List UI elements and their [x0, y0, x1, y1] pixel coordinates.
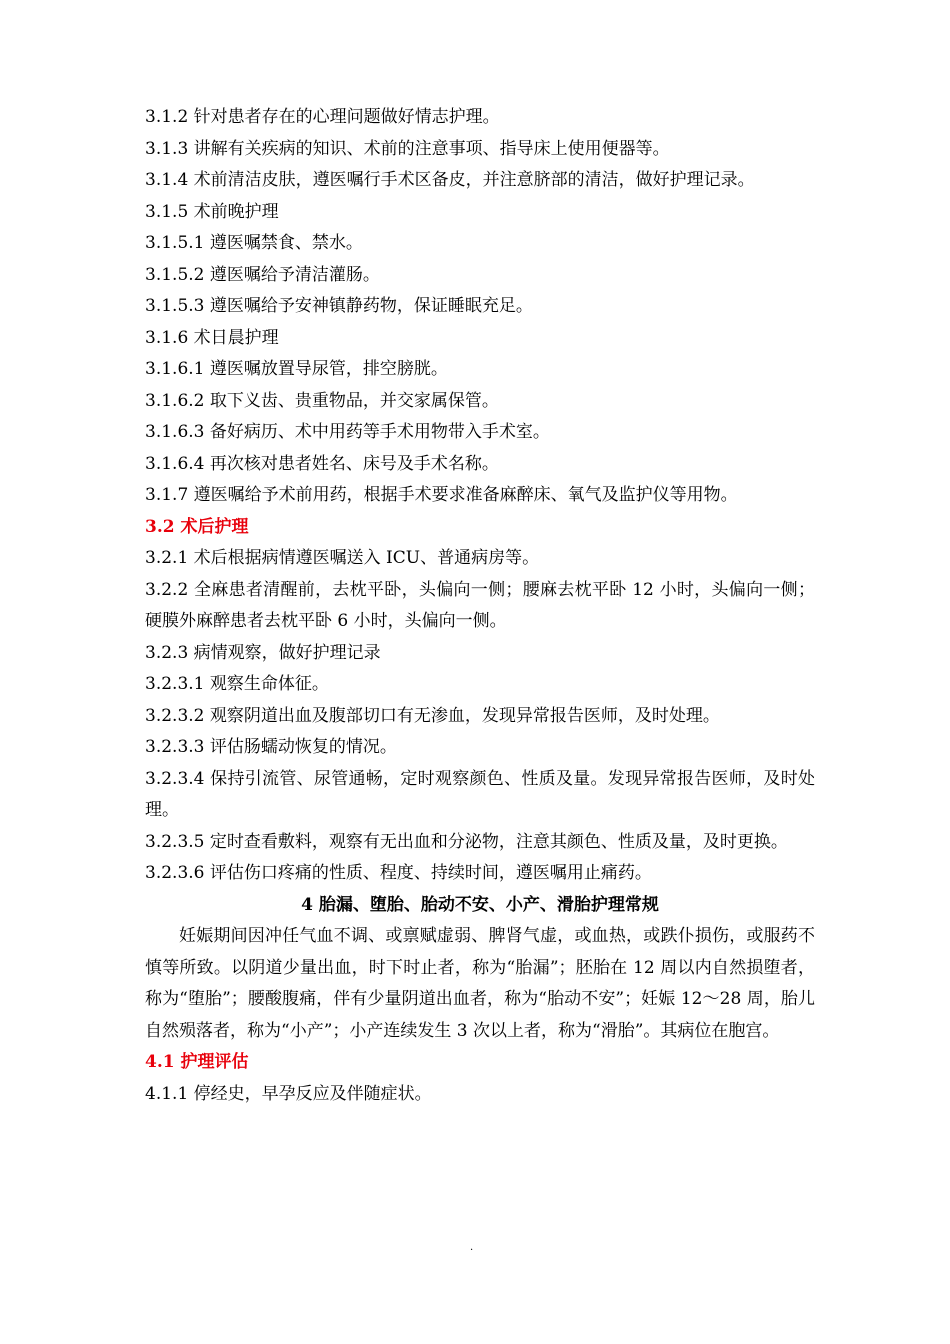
text-line: 3.1.5 术前晚护理	[145, 201, 279, 222]
text-line: 3.1.6.4 再次核对患者姓名、床号及手术名称。	[145, 453, 499, 474]
section-heading-3-2: 3.2 术后护理	[145, 516, 249, 537]
text-paragraph: 3.2.2 全麻患者清醒前，去枕平卧，头偏向一侧；腰麻去枕平卧 12 小时，头偏向一侧；硬膜外麻醉患者去枕平卧 6 小时，头偏向一侧。	[145, 579, 815, 631]
text-line: 3.1.7 遵医嘱给予术前用药，根据手术要求准备麻醉床、氧气及监护仪等用物。	[145, 485, 738, 505]
text-line: 3.1.5.1 遵医嘱禁食、禁水。	[145, 233, 363, 253]
text-line: 3.2.3.6 评估伤口疼痛的性质、程度、持续时间，遵医嘱用止痛药。	[145, 863, 652, 883]
text-line: 3.2.3.1 观察生命体征。	[145, 674, 329, 694]
text-line: 3.1.6.2 取下义齿、贵重物品，并交家属保管。	[145, 390, 499, 411]
document-body	[145, 102, 815, 1110]
text-line: 3.1.6.1 遵医嘱放置导尿管，排空膀胱。	[145, 359, 448, 379]
text-line: 3.2.3.2 观察阴道出血及腹部切口有无渗血，发现异常报告医师，及时处理。	[145, 705, 720, 726]
text-line: 3.1.6.3 备好病历、术中用药等手术用物带入手术室。	[145, 422, 550, 442]
text-line: 3.1.6 术日晨护理	[145, 327, 279, 348]
section-4-paragraph: 妊娠期间因冲任气血不调、或禀赋虚弱、脾肾气虚，或血热，或跌仆损伤，或服药不慎等所致。以阴道少量出血，时下时止者，称为“胎漏”；胚胎在 12 周以内自然损堕者，称为“堕胎”；腰酸腹痛，伴有少量阴道出血者，称为“胎动不安”；妊娠 12～28 周，胎儿自然殒落者，称为“小产”；小产连续发生 3 次以上者，称为“滑胎”。其病位在胞宫。	[145, 926, 815, 1041]
text-paragraph: 3.2.3.4 保持引流管、尿管通畅，定时观察颜色、性质及量。发现异常报告医师，及时处理。	[145, 768, 815, 820]
text-line: 3.2.3.3 评估肠蠕动恢复的情况。	[145, 737, 397, 757]
section-heading-4-1: 4.1 护理评估	[145, 1052, 249, 1072]
text-line: 3.1.5.2 遵医嘱给予清洁灌肠。	[145, 264, 380, 285]
text-line: 3.1.4 术前清洁皮肤，遵医嘱行手术区备皮，并注意脐部的清洁，做好护理记录。	[145, 170, 755, 190]
footer-dot: .	[470, 1242, 474, 1253]
text-paragraph: 3.2.3.5 定时查看敷料，观察有无出血和分泌物，注意其颜色、性质及量，及时更换。	[145, 831, 788, 852]
text-line: 3.2.3 病情观察，做好护理记录	[145, 642, 381, 663]
text-line: 3.2.1 术后根据病情遵医嘱送入 ICU、普通病房等。	[145, 548, 540, 568]
text-line: 4.1.1 停经史，早孕反应及伴随症状。	[145, 1083, 432, 1104]
text-line: 3.1.2 针对患者存在的心理问题做好情志护理。	[145, 107, 500, 127]
text-line: 3.1.3 讲解有关疾病的知识、术前的注意事项、指导床上使用便器等。	[145, 138, 670, 159]
chapter-title-4: 4 胎漏、堕胎、胎动不安、小产、滑胎护理常规	[301, 894, 659, 915]
text-line: 3.1.5.3 遵医嘱给予安神镇静药物，保证睡眠充足。	[145, 296, 533, 316]
